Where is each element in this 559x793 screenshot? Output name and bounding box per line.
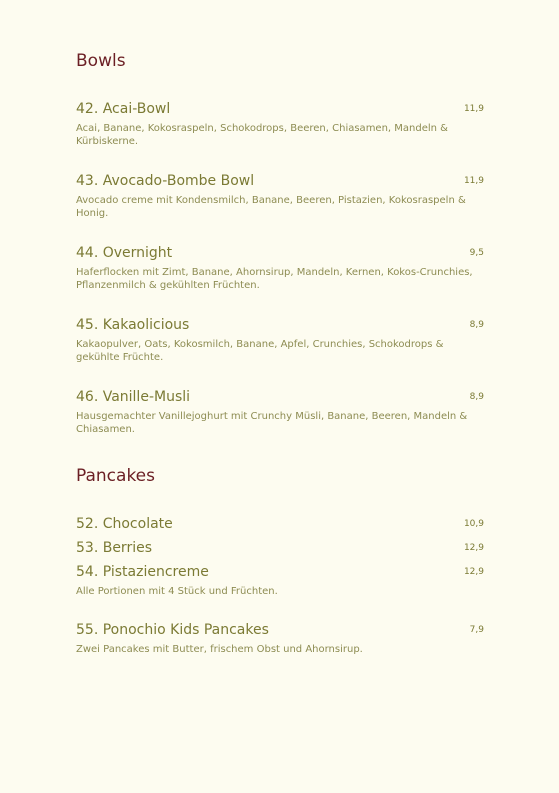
menu-item-chocolate [76,515,484,533]
item-description: Haferflocken mit Zimt, Banane, Ahornsirup, Mandeln, Kernen, Kokos-Crunchies, Pflanzenmilch & gekühlten Früchten. [76,267,473,291]
item-price: 8,9 [469,320,484,330]
item-name: 44. Overnight [76,245,173,261]
menu-item-kakaolicious [76,316,484,364]
item-price: 8,9 [469,392,484,402]
item-name: 52. Chocolate [76,516,173,532]
item-name: 55. Ponochio Kids Pancakes [76,622,269,638]
item-price: 7,9 [469,625,484,635]
menu-item-acai-bowl [76,100,484,148]
item-name: 53. Berries [76,540,152,556]
item-description: Acai, Banane, Kokosraspeln, Schokodrops, Beeren, Chiasamen, Mandeln & Kürbiskerne. [76,123,448,147]
menu-item-berries [76,539,484,557]
item-name: 54. Pistaziencreme [76,564,209,580]
menu-item-kids-pancakes [76,621,484,656]
item-price: 11,9 [463,176,484,186]
item-description: Avocado creme mit Kondensmilch, Banane, Beeren, Pistazien, Kokosraspeln & Honig. [76,195,466,219]
item-price: 12,9 [463,543,484,553]
menu-item-pistaziencreme [76,563,484,581]
item-price: 10,9 [463,519,484,529]
item-name: 46. Vanille-Musli [76,389,191,405]
item-name: 45. Kakaolicious [76,317,190,333]
item-price: 9,5 [469,248,484,258]
menu-item-overnight [76,244,484,292]
section-title-pancakes: Pancakes [76,466,155,486]
item-name: 43. Avocado-Bombe Bowl [76,173,255,189]
item-name: 42. Acai-Bowl [76,101,171,117]
item-description: Zwei Pancakes mit Butter, frischem Obst und Ahornsirup. [76,644,363,655]
item-price: 11,9 [463,104,484,114]
item-description: Kakaopulver, Oats, Kokosmilch, Banane, Apfel, Crunchies, Schokodrops & gekühlte Früchte. [76,339,444,363]
item-price: 12,9 [463,567,484,577]
item-description: Hausgemachter Vanillejoghurt mit Crunchy Müsli, Banane, Beeren, Mandeln & Chiasamen. [76,411,468,435]
section-title-bowls: Bowls [76,51,126,71]
menu-item-avocado-bombe-bowl [76,172,484,220]
portion-note: Alle Portionen mit 4 Stück und Früchten. [76,586,278,597]
menu-item-vanille-musli [76,388,484,436]
